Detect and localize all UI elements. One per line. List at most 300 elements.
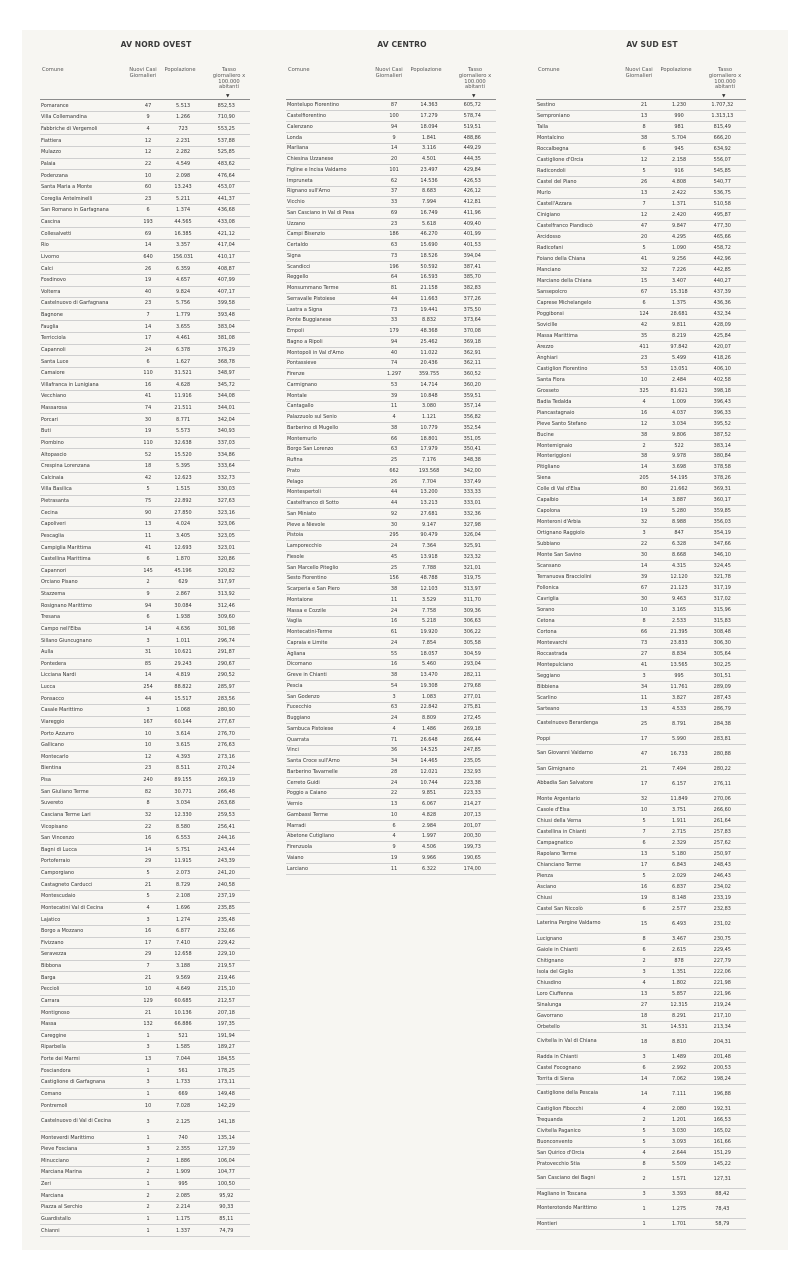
cell-nuovi-casi: 7: [133, 960, 164, 972]
table-row: [40, 1201, 250, 1213]
cell-nuovi-casi: 18: [629, 1032, 660, 1051]
cell-tasso: 244,16: [203, 832, 250, 844]
table-row: [536, 903, 746, 914]
table-row: [536, 177, 746, 188]
cell-nuovi-casi: 6: [629, 903, 660, 914]
cell-nuovi-casi: 38: [629, 133, 660, 144]
table-row: [286, 186, 496, 197]
table-row: [40, 170, 250, 182]
cell-nuovi-casi: 16: [133, 832, 164, 844]
cell-popolazione: 3.751: [660, 805, 699, 816]
cell-tasso: 219,46: [203, 972, 250, 984]
cell-tasso: 436,36: [699, 297, 746, 308]
cell-popolazione: 48.788: [410, 573, 449, 584]
cell-comune: Lamporecchio: [286, 541, 379, 552]
table-row: [286, 304, 496, 315]
cell-popolazione: 23.833: [660, 637, 699, 648]
column-header-nuovi-casi[interactable]: Nuovi Casi Giornalieri: [375, 67, 403, 79]
cell-popolazione: 15.520: [164, 449, 203, 461]
cell-comune: Monterotondo Marittimo: [536, 1200, 629, 1219]
cell-comune: Santa Luce: [40, 356, 133, 368]
cell-popolazione: 5.211: [164, 193, 203, 205]
table-row: [40, 263, 250, 275]
cell-nuovi-casi: 22: [133, 158, 164, 170]
cell-tasso: 104,77: [203, 1167, 250, 1179]
cell-popolazione: 6.328: [660, 539, 699, 550]
cell-popolazione: 18.094: [410, 122, 449, 133]
cell-tasso: 293,04: [449, 659, 496, 670]
cell-tasso: 306,63: [449, 616, 496, 627]
table-row: [536, 1126, 746, 1137]
cell-tasso: 263,68: [203, 798, 250, 810]
cell-comune: Magliano in Toscana: [536, 1189, 629, 1200]
cell-comune: Capraia e Limite: [286, 638, 379, 649]
cell-tasso: 380,84: [699, 451, 746, 462]
cell-nuovi-casi: 240: [133, 774, 164, 786]
cell-tasso: 348,38: [449, 455, 496, 466]
cell-nuovi-casi: 35: [629, 330, 660, 341]
cell-popolazione: 4.649: [164, 984, 203, 996]
table-row: [536, 418, 746, 429]
cell-nuovi-casi: 23: [629, 352, 660, 363]
cell-nuovi-casi: 73: [379, 251, 410, 262]
cell-popolazione: 6.359: [164, 263, 203, 275]
cell-comune: Serravalle Pistoiese: [286, 294, 379, 305]
cell-comune: Rignano sull'Arno: [286, 186, 379, 197]
table-row: [536, 495, 746, 506]
table-row: [286, 240, 496, 251]
cell-tasso: 270,24: [203, 763, 250, 775]
cell-comune: Casale Marittimo: [40, 705, 133, 717]
table-row: [286, 691, 496, 702]
cell-tasso: 345,72: [203, 379, 250, 391]
cell-nuovi-casi: 14: [629, 561, 660, 572]
cell-popolazione: 3.698: [660, 462, 699, 473]
cell-comune: Lastra a Signa: [286, 304, 379, 315]
cell-tasso: 398,18: [699, 385, 746, 396]
table-row: [40, 763, 250, 775]
cell-comune: Collesalvetti: [40, 228, 133, 240]
cell-popolazione: 10.136: [164, 1007, 203, 1019]
column-header-tasso[interactable]: Tasso giornaliero x 100.000 abitanti: [212, 67, 246, 91]
column-header-popolazione[interactable]: Popolazione: [660, 67, 692, 73]
table-row: [536, 1137, 746, 1148]
table-row: [286, 820, 496, 831]
table-row: [536, 352, 746, 363]
table-row: [40, 519, 250, 531]
table-row: [286, 476, 496, 487]
table-row: [40, 309, 250, 321]
column-header-comune[interactable]: Comune: [42, 67, 64, 73]
cell-comune: Castellina in Chianti: [536, 827, 629, 838]
cell-comune: Follonica: [536, 583, 629, 594]
cell-comune: Roccalbegna: [536, 144, 629, 155]
cell-comune: Gambassi Terme: [286, 810, 379, 821]
cell-nuovi-casi: 10: [629, 605, 660, 616]
cell-popolazione: 4.501: [410, 154, 449, 165]
cell-comune: Marradi: [286, 820, 379, 831]
cell-nuovi-casi: 205: [629, 473, 660, 484]
cell-tasso: 313,97: [449, 584, 496, 595]
cell-nuovi-casi: 41: [629, 254, 660, 265]
table-row: [286, 573, 496, 584]
cell-nuovi-casi: 39: [629, 572, 660, 583]
column-header-nuovi-casi[interactable]: Nuovi Casi Giornalieri: [625, 67, 653, 79]
cell-popolazione: 1.374: [164, 205, 203, 217]
cell-popolazione: 1.733: [164, 1077, 203, 1089]
table-row: [286, 767, 496, 778]
table-row: [536, 1200, 746, 1219]
cell-tasso: 272,45: [449, 713, 496, 724]
cell-tasso: 250,97: [699, 849, 746, 860]
table-row: [40, 623, 250, 635]
cell-popolazione: 10.621: [164, 646, 203, 658]
table-row: [536, 703, 746, 714]
table-row: [536, 122, 746, 133]
cell-nuovi-casi: 94: [133, 600, 164, 612]
cell-nuovi-casi: 25: [379, 455, 410, 466]
table-row: [40, 1088, 250, 1100]
cell-nuovi-casi: 13: [133, 519, 164, 531]
table-row: [40, 449, 250, 461]
cell-popolazione: 4.037: [660, 407, 699, 418]
section-title: AV SUD EST: [626, 40, 678, 49]
cell-nuovi-casi: 12: [133, 751, 164, 763]
cell-tasso: 337,03: [203, 437, 250, 449]
cell-tasso: 453,07: [203, 181, 250, 193]
cell-comune: Bucine: [536, 429, 629, 440]
cell-popolazione: 521: [164, 1030, 203, 1042]
cell-nuovi-casi: 640: [133, 251, 164, 263]
cell-popolazione: 1.997: [410, 831, 449, 842]
cell-nuovi-casi: 11: [379, 595, 410, 606]
cell-comune: Firenze: [286, 369, 379, 380]
cell-comune: Torrita di Siena: [536, 1073, 629, 1084]
cell-popolazione: 1.121: [410, 412, 449, 423]
cell-nuovi-casi: 3: [379, 691, 410, 702]
cell-comune: Vernio: [286, 799, 379, 810]
cell-popolazione: 5.618: [410, 218, 449, 229]
cell-popolazione: 945: [660, 144, 699, 155]
table-row: [286, 584, 496, 595]
cell-popolazione: 5.280: [660, 506, 699, 517]
cell-nuovi-casi: 74: [379, 358, 410, 369]
cell-tasso: 421,12: [203, 228, 250, 240]
cell-tasso: 537,88: [203, 135, 250, 147]
cell-popolazione: 14.363: [410, 100, 449, 111]
column-header-comune[interactable]: Comune: [538, 67, 560, 73]
cell-popolazione: 15.318: [660, 286, 699, 297]
cell-tasso: 219,24: [699, 999, 746, 1010]
cell-nuovi-casi: 2: [629, 956, 660, 967]
cell-comune: Gavorrano: [536, 1010, 629, 1021]
cell-tasso: 246,43: [699, 871, 746, 882]
cell-tasso: 223,38: [449, 777, 496, 788]
column-header-popolazione[interactable]: Popolazione: [410, 67, 442, 73]
cell-tasso: 362,91: [449, 347, 496, 358]
cell-popolazione: 2.577: [660, 903, 699, 914]
cell-popolazione: 11.916: [164, 391, 203, 403]
cell-popolazione: 22.892: [164, 495, 203, 507]
cell-tasso: 436,68: [203, 205, 250, 217]
table-row: [40, 1178, 250, 1190]
cell-nuovi-casi: 71: [379, 734, 410, 745]
cell-comune: Ponsacco: [40, 693, 133, 705]
cell-popolazione: 14.465: [410, 756, 449, 767]
cell-popolazione: 6.067: [410, 799, 449, 810]
cell-comune: Pitigliano: [536, 462, 629, 473]
cell-popolazione: 9.811: [660, 319, 699, 330]
table-row: [286, 777, 496, 788]
cell-popolazione: 89.155: [164, 774, 203, 786]
cell-tasso: 332,73: [203, 472, 250, 484]
cell-nuovi-casi: 8: [629, 934, 660, 945]
column-header-popolazione[interactable]: Popolazione: [164, 67, 196, 73]
cell-nuovi-casi: 132: [133, 1018, 164, 1030]
cell-comune: Rufina: [286, 455, 379, 466]
cell-popolazione: 1.696: [164, 902, 203, 914]
cell-comune: Pontremoli: [40, 1100, 133, 1112]
cell-comune: Trequanda: [536, 1115, 629, 1126]
cell-comune: Agliana: [286, 648, 379, 659]
cell-nuovi-casi: 167: [133, 716, 164, 728]
cell-tasso: 173,11: [203, 1077, 250, 1089]
cell-comune: Mulazzo: [40, 147, 133, 159]
cell-comune: Altopascio: [40, 449, 133, 461]
cell-tasso: 269,18: [449, 724, 496, 735]
cell-nuovi-casi: 3: [133, 914, 164, 926]
cell-tasso: 1.707,32: [699, 100, 746, 111]
cell-comune: Vinci: [286, 745, 379, 756]
cell-tasso: 578,74: [449, 111, 496, 122]
cell-comune: Asciano: [536, 882, 629, 893]
cell-comune: Porcari: [40, 414, 133, 426]
cell-comune: Monsummano Terme: [286, 283, 379, 294]
table-row: [536, 764, 746, 775]
cell-popolazione: 7.062: [660, 1073, 699, 1084]
cell-popolazione: 2.422: [660, 188, 699, 199]
cell-popolazione: 2.533: [660, 616, 699, 627]
cell-tasso: 277,01: [449, 691, 496, 702]
cell-comune: Chiusi della Verna: [536, 816, 629, 827]
cell-tasso: 437,39: [699, 286, 746, 297]
cell-comune: Guardistallo: [40, 1213, 133, 1225]
column-header-comune[interactable]: Comune: [288, 67, 310, 73]
cell-tasso: 141,18: [203, 1111, 250, 1131]
cell-comune: Isola del Giglio: [536, 967, 629, 978]
table-row: [40, 705, 250, 717]
cell-comune: Lucignano: [536, 934, 629, 945]
cell-popolazione: 3.614: [164, 728, 203, 740]
cell-comune: Castelfranco di Sotto: [286, 498, 379, 509]
table-row: [286, 745, 496, 756]
table-row: [40, 495, 250, 507]
cell-comune: Arcidosso: [536, 232, 629, 243]
cell-comune: Cantagallo: [286, 401, 379, 412]
section-av-nord-ovest: [40, 30, 272, 1250]
table-row: [40, 367, 250, 379]
cell-popolazione: 12.315: [660, 999, 699, 1010]
cell-popolazione: 8.148: [660, 892, 699, 903]
cell-popolazione: 1.515: [164, 484, 203, 496]
cell-comune: Massarosa: [40, 402, 133, 414]
cell-popolazione: 11.761: [660, 681, 699, 692]
cell-nuovi-casi: 53: [629, 363, 660, 374]
cell-comune: Tresana: [40, 612, 133, 624]
table-row: [40, 798, 250, 810]
cell-nuovi-casi: 92: [379, 509, 410, 520]
column-header-tasso[interactable]: Tasso giornaliero x 100.000 abitanti: [458, 67, 492, 91]
cell-popolazione: 8.219: [660, 330, 699, 341]
cell-tasso: 483,62: [203, 158, 250, 170]
cell-nuovi-casi: 3: [629, 1189, 660, 1200]
cell-tasso: 342,04: [203, 414, 250, 426]
cell-tasso: 221,96: [699, 988, 746, 999]
cell-nuovi-casi: 101: [379, 165, 410, 176]
cell-comune: Impruneta: [286, 175, 379, 186]
cell-nuovi-casi: 32: [629, 265, 660, 276]
cell-tasso: 330,03: [203, 484, 250, 496]
table-row: [40, 646, 250, 658]
cell-nuovi-casi: 67: [629, 583, 660, 594]
table-row: [40, 1077, 250, 1089]
table-row: [40, 809, 250, 821]
cell-tasso: 370,08: [449, 326, 496, 337]
cell-tasso: 259,53: [203, 809, 250, 821]
cell-popolazione: 16.749: [410, 208, 449, 219]
table-row: [286, 197, 496, 208]
cell-tasso: 145,22: [699, 1158, 746, 1169]
cell-nuovi-casi: 47: [629, 744, 660, 763]
cell-comune: Pistoia: [286, 530, 379, 541]
table-row: [286, 713, 496, 724]
table-row: [286, 788, 496, 799]
cell-popolazione: 11.849: [660, 794, 699, 805]
cell-comune: Monteroni d'Arbia: [536, 517, 629, 528]
cell-nuovi-casi: 6: [133, 553, 164, 565]
cell-nuovi-casi: 21: [629, 100, 660, 111]
table-row: [286, 498, 496, 509]
cell-tasso: 166,53: [699, 1115, 746, 1126]
cell-tasso: 321,01: [449, 562, 496, 573]
cell-comune: Capalbio: [536, 495, 629, 506]
cell-comune: Monte Argentario: [536, 794, 629, 805]
table-row: [286, 347, 496, 358]
cell-comune: Pomarance: [40, 100, 133, 112]
cell-comune: Colle di Val d'Elsa: [536, 484, 629, 495]
cell-popolazione: 32.638: [164, 437, 203, 449]
cell-comune: Riparbella: [40, 1042, 133, 1054]
table-row: [286, 659, 496, 670]
cell-popolazione: 21.158: [410, 283, 449, 294]
cell-nuovi-casi: 24: [379, 777, 410, 788]
table-row: [536, 473, 746, 484]
cell-tasso: 327,63: [203, 495, 250, 507]
cell-popolazione: 21.511: [164, 402, 203, 414]
cell-nuovi-casi: 22: [133, 821, 164, 833]
cell-comune: Rosignano Marittimo: [40, 600, 133, 612]
cell-nuovi-casi: 325: [629, 385, 660, 396]
cell-nuovi-casi: 2: [133, 1190, 164, 1202]
cell-popolazione: 3.655: [164, 321, 203, 333]
cell-tasso: 407,99: [203, 274, 250, 286]
cell-nuovi-casi: 1: [133, 1030, 164, 1042]
cell-nuovi-casi: 69: [379, 208, 410, 219]
cell-tasso: 95,92: [203, 1190, 250, 1202]
cell-tasso: 407,17: [203, 286, 250, 298]
cell-nuovi-casi: 10: [133, 984, 164, 996]
cell-comune: Barberino di Mugello: [286, 423, 379, 434]
cell-popolazione: 48.368: [410, 326, 449, 337]
cell-comune: Pieve Fosciana: [40, 1143, 133, 1155]
table-row: [40, 205, 250, 217]
cell-comune: Sillano Giuncugnano: [40, 635, 133, 647]
cell-nuovi-casi: 19: [133, 426, 164, 438]
cell-comune: San Giuliano Terme: [40, 786, 133, 798]
cell-nuovi-casi: 44: [379, 294, 410, 305]
column-header-nuovi-casi[interactable]: Nuovi Casi Giornalieri: [129, 67, 157, 79]
cell-comune: Manciano: [536, 265, 629, 276]
cell-comune: Seravezza: [40, 949, 133, 961]
cell-tasso: 229,45: [699, 945, 746, 956]
cell-tasso: 269,19: [203, 774, 250, 786]
cell-tasso: 315,83: [699, 616, 746, 627]
cell-tasso: 323,05: [203, 530, 250, 542]
cell-tasso: 387,41: [449, 261, 496, 272]
table-row: [536, 221, 746, 232]
cell-tasso: 360,52: [449, 369, 496, 380]
cell-comune: Chianni: [40, 1225, 133, 1237]
cell-popolazione: 2.615: [660, 945, 699, 956]
cell-popolazione: 1.802: [660, 977, 699, 988]
column-header-tasso[interactable]: Tasso giornaliero x 100.000 abitanti: [708, 67, 742, 91]
table-row: [536, 210, 746, 221]
cell-popolazione: 25.462: [410, 337, 449, 348]
table-row: [536, 892, 746, 903]
cell-tasso: 333,33: [449, 487, 496, 498]
cell-nuovi-casi: 13: [133, 1053, 164, 1065]
cell-comune: Pescia: [286, 681, 379, 692]
cell-tasso: 396,43: [699, 396, 746, 407]
cell-popolazione: 1.375: [660, 297, 699, 308]
cell-popolazione: 5.704: [660, 133, 699, 144]
table-row: [286, 154, 496, 165]
cell-popolazione: 1.571: [660, 1169, 699, 1188]
cell-tasso: 401,99: [449, 229, 496, 240]
cell-comune: Vaglia: [286, 616, 379, 627]
cell-tasso: 312,46: [203, 600, 250, 612]
cell-comune: Scarperia e San Piero: [286, 584, 379, 595]
cell-tasso: 223,33: [449, 788, 496, 799]
cell-nuovi-casi: 156: [379, 573, 410, 584]
cell-comune: Montecatini-Terme: [286, 627, 379, 638]
cell-comune: Montaione: [286, 595, 379, 606]
cell-nuovi-casi: 66: [629, 627, 660, 638]
cell-popolazione: 5.395: [164, 460, 203, 472]
table-row: [536, 616, 746, 627]
cell-popolazione: 1.886: [164, 1155, 203, 1167]
table-row: [40, 925, 250, 937]
cell-nuovi-casi: 6: [133, 205, 164, 217]
cell-nuovi-casi: 31: [133, 646, 164, 658]
cell-comune: Rapolano Terme: [536, 849, 629, 860]
cell-popolazione: 2.644: [660, 1147, 699, 1158]
table-row: [286, 466, 496, 477]
cell-comune: Pontassieve: [286, 358, 379, 369]
cell-tasso: 332,36: [449, 509, 496, 520]
cell-nuovi-casi: 38: [629, 451, 660, 462]
cell-tasso: 354,19: [699, 528, 746, 539]
